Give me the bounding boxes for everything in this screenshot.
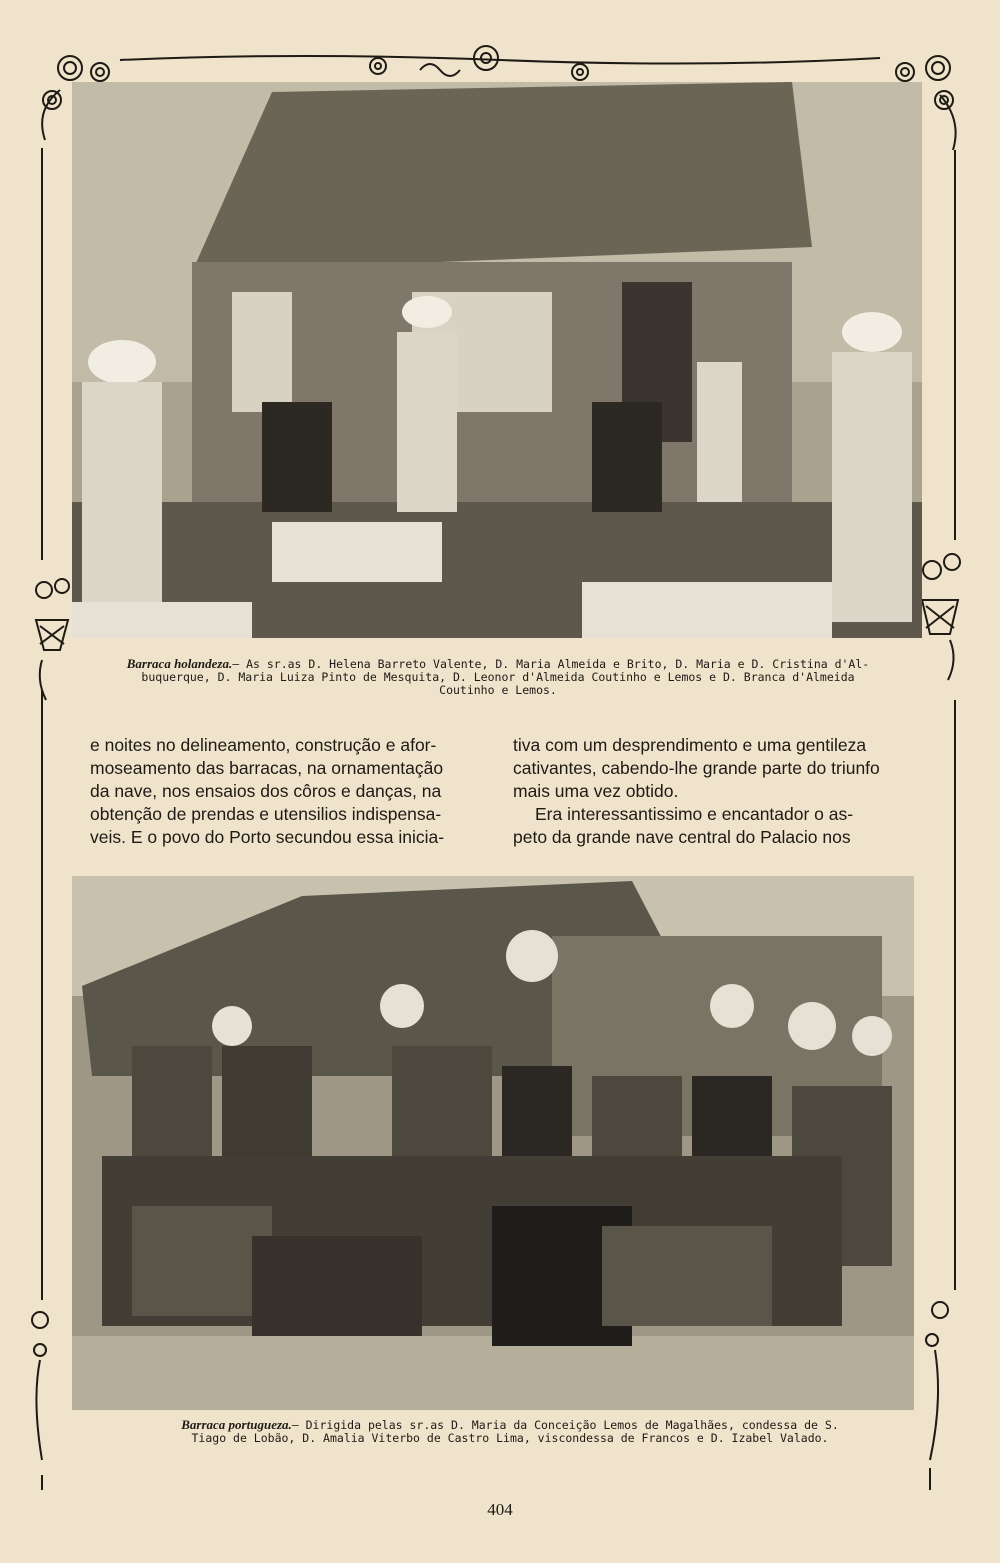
text-line: peto da grande nave central do Palacio nos bbox=[513, 827, 851, 847]
caption-line: Tiago de Lobão, D. Amalia Viterbo de Castro Lima, viscondessa de Francos e D. Izabel Valado. bbox=[191, 1431, 829, 1445]
top-center-rose-ornament bbox=[370, 46, 588, 80]
caption-line: Coutinho e Lemos. bbox=[439, 683, 557, 697]
text-column-right bbox=[513, 734, 908, 849]
caption-line bbox=[100, 1418, 920, 1432]
caption-text: — As sr.as D. Helena Barreto Valente, D. Maria Almeida e Brito, D. Maria e D. Cristina d'Al- bbox=[232, 657, 870, 671]
left-basket-ornament bbox=[36, 579, 69, 700]
page-number: 404 bbox=[487, 1500, 513, 1519]
text-column-left bbox=[90, 734, 480, 849]
text-line: mais uma vez obtido. bbox=[513, 781, 679, 801]
text-line: tiva com um desprendimento e uma gentileza bbox=[513, 735, 867, 755]
right-bottom-ornament bbox=[926, 1302, 948, 1460]
dutch-barrack-photo bbox=[72, 82, 922, 638]
text-line: moseamento das barracas, na ornamentação bbox=[90, 758, 444, 778]
right-basket-ornament bbox=[922, 554, 960, 680]
caption-text: — Dirigida pelas sr.as D. Maria da Conceição Lemos de Magalhães, condessa de S. bbox=[291, 1418, 839, 1432]
dutch-barrack-caption bbox=[78, 657, 918, 697]
text-line: veis. E o povo do Porto secundou essa inicia- bbox=[90, 827, 445, 847]
left-bottom-ornament bbox=[32, 1312, 48, 1460]
text-line: obtenção de prendas e utensilios indispensa- bbox=[90, 804, 442, 824]
caption-title: Barraca portugueza. bbox=[181, 1417, 292, 1432]
text-line: Era interessantissimo e encantador o as- bbox=[535, 804, 854, 824]
text-line: e noites no delineamento, construção e afor- bbox=[90, 735, 437, 755]
caption-line bbox=[78, 657, 918, 671]
caption-title: Barraca holandeza. bbox=[126, 656, 233, 671]
portuguese-barrack-caption bbox=[100, 1418, 920, 1445]
text-line: cativantes, cabendo-lhe grande parte do triunfo bbox=[513, 758, 880, 778]
caption-line: buquerque, D. Maria Luiza Pinto de Mesquita, D. Leonor d'Almeida Coutinho e Lemos e D. Branca d'Almeida bbox=[141, 670, 855, 684]
portuguese-barrack-photo bbox=[72, 876, 914, 1410]
text-line: da nave, nos ensaios dos côros e danças, na bbox=[90, 781, 442, 801]
